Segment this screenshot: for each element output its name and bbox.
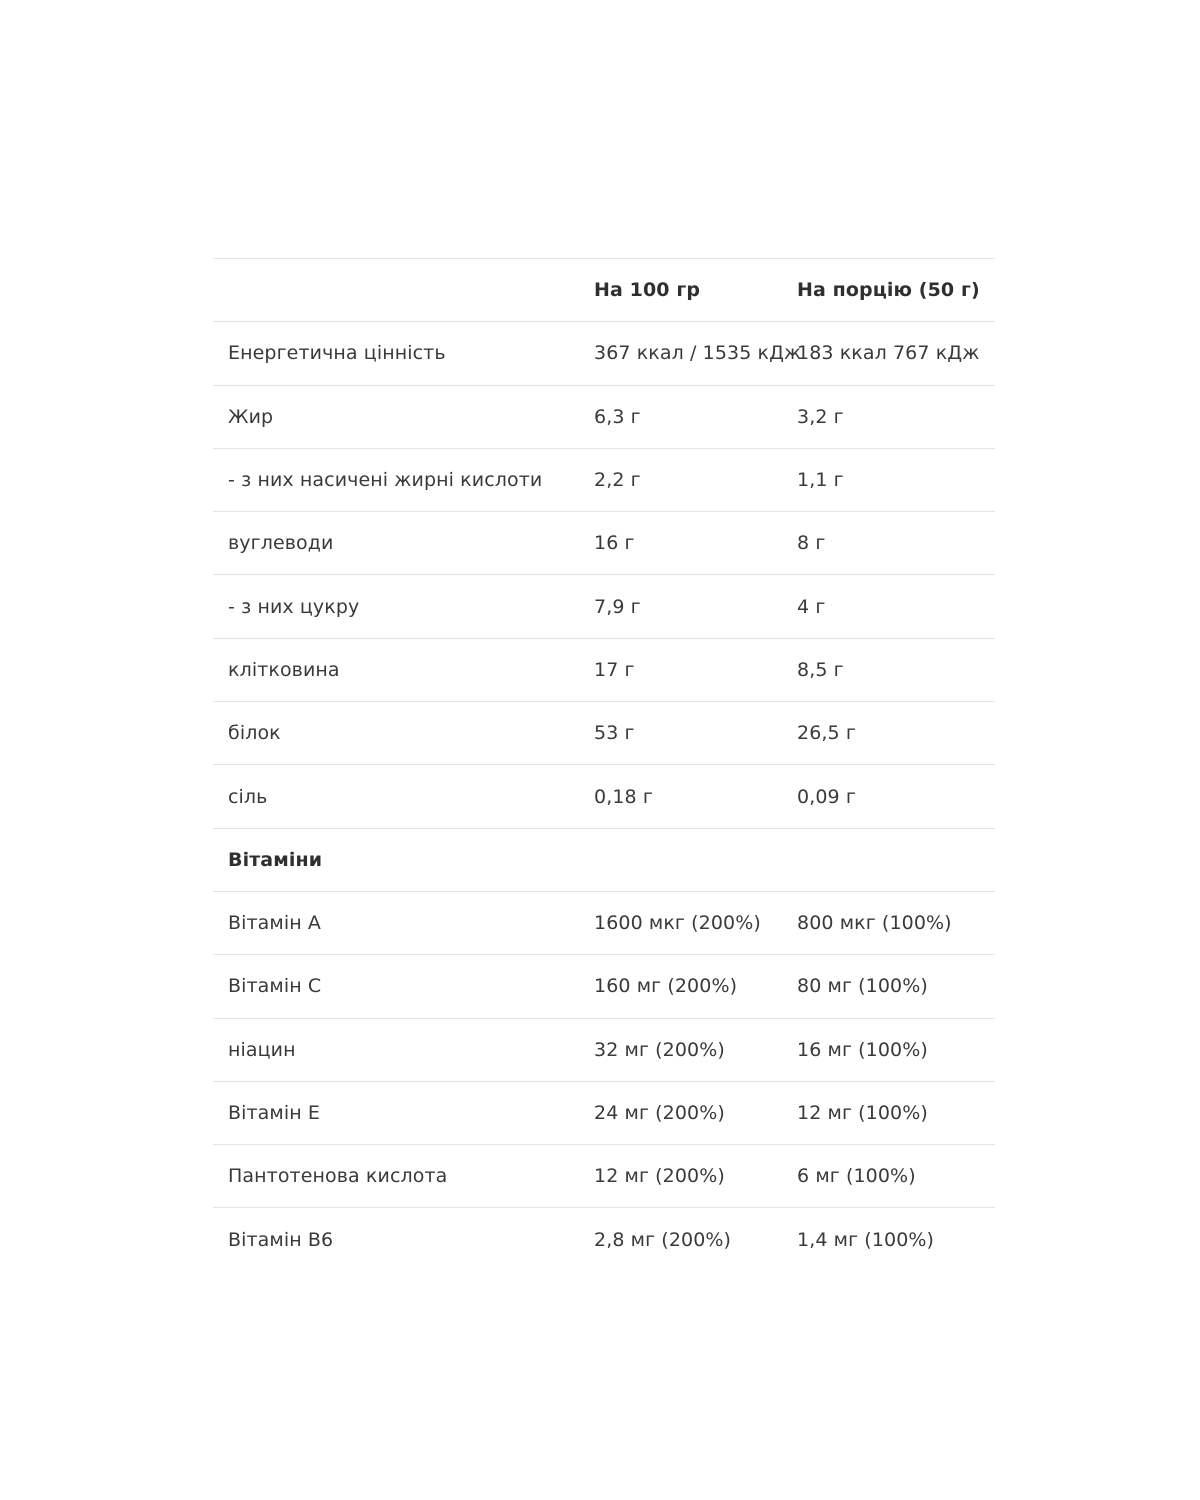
value-per-100: 2,8 мг (200%) [579,1208,797,1271]
value-per-serving: 1,1 г [797,448,995,511]
value-per-100: 17 г [579,638,797,701]
nutrient-name: - з них цукру [213,575,579,638]
nutrient-name: клітковина [213,638,579,701]
value-per-serving: 80 мг (100%) [797,955,995,1018]
value-per-100: 12 мг (200%) [579,1145,797,1208]
vitamin-name: Вітамін С [213,955,579,1018]
table-row [213,765,995,828]
table-row [213,1145,995,1208]
value-per-serving: 800 мкг (100%) [797,891,995,954]
value-per-serving: 26,5 г [797,702,995,765]
table-row [213,955,995,1018]
vitamin-name: Пантотенова кислота [213,1145,579,1208]
value-per-100: 24 мг (200%) [579,1081,797,1144]
value-per-100: 7,9 г [579,575,797,638]
value-per-100: 160 мг (200%) [579,955,797,1018]
table-header-row [213,259,995,322]
vitamins-section-title: Вітаміни [213,828,579,891]
value-per-100: 6,3 г [579,385,797,448]
value-per-serving: 0,09 г [797,765,995,828]
nutrient-name: вуглеводи [213,512,579,575]
value-per-serving: 183 ккал 767 кДж [797,322,995,385]
value-per-100: 16 г [579,512,797,575]
value-per-100: 0,18 г [579,765,797,828]
value-per-serving: 16 мг (100%) [797,1018,995,1081]
value-per-100: 2,2 г [579,448,797,511]
header-per-serving: На порцію (50 г) [797,259,995,322]
table-row [213,1018,995,1081]
empty-cell [579,828,797,891]
table-row [213,322,995,385]
nutrient-name: - з них насичені жирні кислоти [213,448,579,511]
table-row [213,512,995,575]
value-per-serving: 6 мг (100%) [797,1145,995,1208]
vitamin-name: Вітамін В6 [213,1208,579,1271]
value-per-100: 53 г [579,702,797,765]
nutrition-table [213,258,995,1271]
table-row [213,702,995,765]
value-per-100: 1600 мкг (200%) [579,891,797,954]
value-per-serving: 4 г [797,575,995,638]
value-per-100: 367 ккал / 1535 кДж [579,322,797,385]
nutrient-name: сіль [213,765,579,828]
value-per-serving: 1,4 мг (100%) [797,1208,995,1271]
table-row [213,1208,995,1271]
table-row [213,575,995,638]
header-name-cell [213,259,579,322]
table-row [213,1081,995,1144]
value-per-serving: 3,2 г [797,385,995,448]
table-row [213,448,995,511]
table-row [213,638,995,701]
nutrient-name: Жир [213,385,579,448]
value-per-serving: 8,5 г [797,638,995,701]
value-per-serving: 12 мг (100%) [797,1081,995,1144]
header-per-100: На 100 гр [579,259,797,322]
value-per-serving: 8 г [797,512,995,575]
empty-cell [797,828,995,891]
table-row [213,891,995,954]
nutrient-name: білок [213,702,579,765]
vitamin-name: Вітамін А [213,891,579,954]
vitamins-section-row [213,828,995,891]
table-row [213,385,995,448]
nutrient-name: Енергетична цінність [213,322,579,385]
value-per-100: 32 мг (200%) [579,1018,797,1081]
vitamin-name: ніацин [213,1018,579,1081]
vitamin-name: Вітамін Е [213,1081,579,1144]
